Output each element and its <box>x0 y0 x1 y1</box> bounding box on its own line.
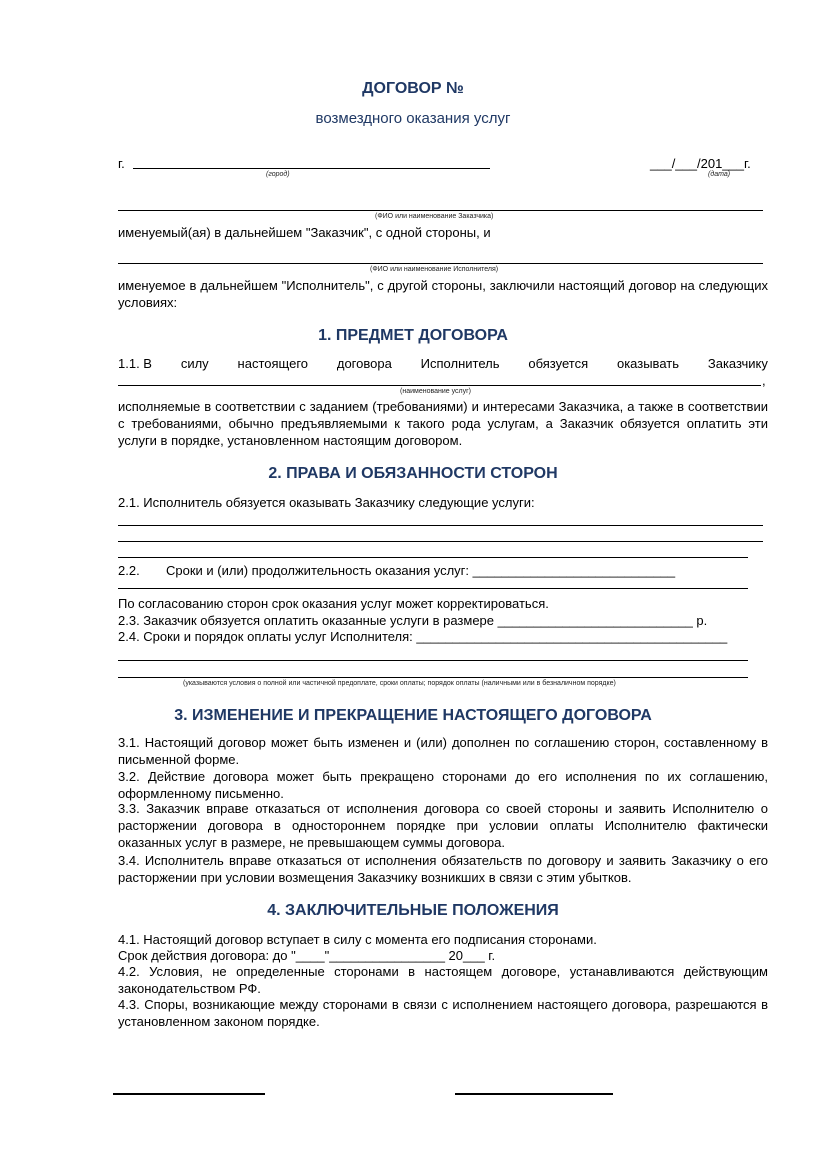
services-comma: , <box>762 373 766 388</box>
section2-p22b: По согласованию сторон срок оказания услуг может корректироваться. <box>118 596 549 611</box>
city-prefix: г. <box>118 156 125 171</box>
services-list-line[interactable] <box>118 557 748 558</box>
executor-signature-line[interactable] <box>455 1093 613 1095</box>
document-subtitle: возмездного оказания услуг <box>315 110 511 127</box>
customer-signature-line[interactable] <box>113 1093 265 1095</box>
section2-p23: 2.3. Заказчик обязуется оплатить оказанные услуги в размере ___________________________ р. <box>118 613 708 628</box>
customer-caption: (ФИО или наименование Заказчика) <box>375 213 494 220</box>
services-caption: (наименование услуг) <box>400 388 472 395</box>
section1-p2: исполняемые в соответствии с заданием (требованиями) и интересами Заказчика, а также в соответствии с требованиями, обычно предъявляемыми к такого рода услугам, а Заказчик обязуется оплатить эти услуги в порядке, установленном настоящим договором. <box>118 399 768 448</box>
section4-heading: 4. ЗАКЛЮЧИТЕЛЬНЫЕ ПОЛОЖЕНИЯ <box>267 902 559 919</box>
section3-p34: 3.4. Исполнитель вправе отказаться от исполнения обязательств по договору и заявить Заказчику о его расторжении при условии возмещения Заказчику возникших в связи с этим убытков. <box>118 853 768 885</box>
city-line[interactable] <box>133 168 490 169</box>
section1-heading: 1. ПРЕДМЕТ ДОГОВОРА <box>318 327 508 344</box>
executor-line[interactable] <box>118 263 763 264</box>
section3-heading: 3. ИЗМЕНЕНИЕ И ПРЕКРАЩЕНИЕ НАСТОЯЩЕГО ДОГОВОРА <box>174 707 652 724</box>
services-line[interactable] <box>118 385 761 386</box>
document-title: ДОГОВОР № <box>362 80 464 97</box>
section3-p31: 3.1. Настоящий договор может быть изменен и (или) дополнен по соглашению сторон, составленному в письменной форме. <box>118 735 768 767</box>
terms-line[interactable] <box>118 588 748 589</box>
section3-p33: 3.3. Заказчик вправе отказаться от исполнения договора со своей стороны и заявить Исполнителю о расторжении договора в одностороннем порядке при условии оплаты Исполнителю фактически оказанных услуг в размере, не превышающем суммы договора. <box>118 801 768 850</box>
section2-p22: Сроки и (или) продолжительность оказания услуг: ____________________________ <box>166 563 676 578</box>
city-caption: (город) <box>266 171 290 178</box>
section2-p22-num: 2.2. <box>118 563 140 578</box>
section2-p21: 2.1. Исполнитель обязуется оказывать Заказчику следующие услуги: <box>118 495 535 510</box>
executor-text: именуемое в дальнейшем "Исполнитель", с другой стороны, заключили настоящий договор на следующих условиях: <box>118 278 768 310</box>
section2-heading: 2. ПРАВА И ОБЯЗАННОСТИ СТОРОН <box>268 465 558 482</box>
executor-caption: (ФИО или наименование Исполнителя) <box>370 266 499 273</box>
p1-word: 1.1. В <box>118 356 152 371</box>
customer-text: именуемый(ая) в дальнейшем "Заказчик", с одной стороны, и <box>118 225 491 240</box>
p1-word: договора <box>336 356 392 371</box>
section3-p32: 3.2. Действие договора может быть прекращено сторонами до его исполнения по их соглашению, оформленному письменно. <box>118 769 768 801</box>
p1-word: Исполнитель <box>420 356 500 371</box>
section4-p41b: Срок действия договора: до "____"________________ 20___ г. <box>118 948 496 963</box>
payment-line[interactable] <box>118 660 748 661</box>
customer-line[interactable] <box>118 210 763 211</box>
date-field[interactable]: ___/___/201___г. <box>650 156 751 171</box>
section4-p42: 4.2. Условия, не определенные сторонами в настоящем договоре, устанавливаются действующим законодательством РФ. <box>118 964 768 996</box>
date-caption: (дата) <box>708 171 731 178</box>
p1-word: силу <box>180 356 209 371</box>
services-list-line[interactable] <box>118 525 763 526</box>
p1-word: Заказчику <box>707 356 768 371</box>
services-list-line[interactable] <box>118 541 763 542</box>
section1-p1 <box>118 355 768 372</box>
section4-p43: 4.3. Споры, возникающие между сторонами в связи с исполнением настоящего договора, разрешаются в установленном законом порядке. <box>118 997 768 1029</box>
p1-word: настоящего <box>237 356 308 371</box>
section4-p41: 4.1. Настоящий договор вступает в силу с момента его подписания сторонами. <box>118 932 597 947</box>
section2-p24: 2.4. Сроки и порядок оплаты услуг Исполнителя: ___________________________________________ <box>118 629 728 644</box>
p1-word: обязуется <box>528 356 589 371</box>
payment-line[interactable] <box>118 677 748 678</box>
p1-word: оказывать <box>616 356 679 371</box>
payment-caption: (указываются условия о полной или частичной предоплате, сроки оплаты; порядок оплаты (наличными или в безналичном порядке) <box>183 680 616 687</box>
